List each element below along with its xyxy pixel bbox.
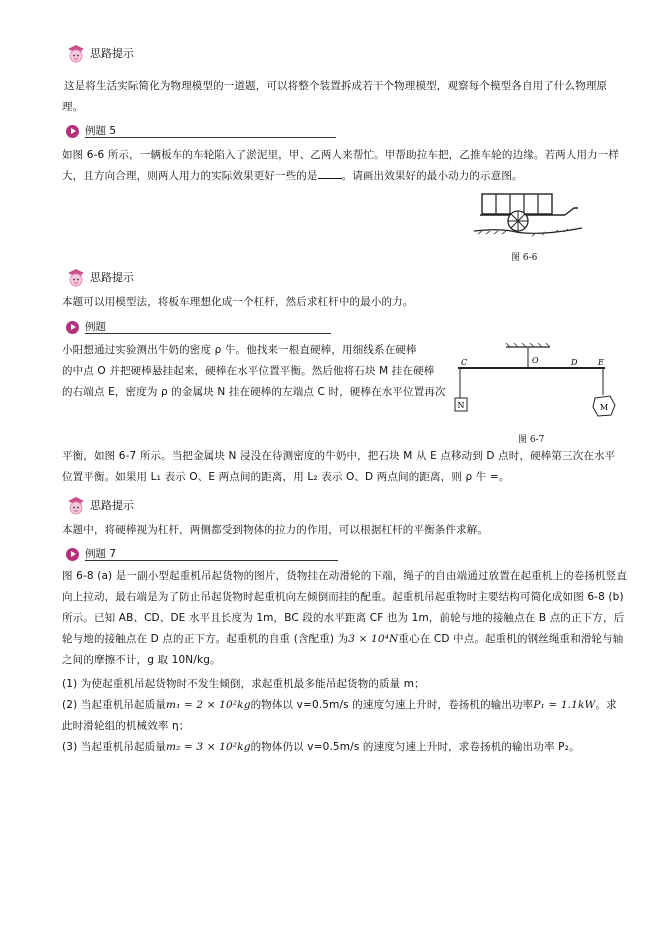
- play-icon: [66, 321, 79, 334]
- figure-6-6-caption: 图 6-6: [511, 253, 538, 263]
- hint-label: 思路提示: [90, 271, 134, 284]
- figure-6-7-lever: [452, 343, 622, 423]
- hint-header-3: [66, 494, 134, 516]
- example-underline: [85, 333, 331, 334]
- answer-blank: [318, 168, 342, 179]
- example-label: 例题 5: [85, 125, 117, 137]
- example-header-5: [66, 122, 336, 138]
- hint-text-3: 本题中，将硬棒视为杠杆，两侧都受到物体的拉力的作用，可以根据杠杆的平衡条件求解。: [62, 524, 488, 536]
- question-1: (1) 为使起重机吊起货物时不发生倾倒，求起重机最多能吊起货物的质量 m；: [62, 678, 425, 690]
- hint-header-2: [66, 266, 134, 288]
- example-7-text: 图 6-8 (a) 是一副小型起重机吊起货物的图片，货物挂在动滑轮的下端，绳子的自由端通过放置在起重机上的卷扬机竖直向上拉动，最右端是为了防止吊起货物时起重机向左倾倒而挂的配重。起重机吊起重物时主要结构可简化成如图 6-8 (b) 所示。已知 AB、CD、DE 水平且长度为 1m，BC 段的水平距离 CF 也为 1m，前轮与地的接触点在 B 点的正下方，后轮与地的接触点在 D 点的正下方。起重机的自重 (含配重) 为3 × 10⁴N重心在 CD 中点。起重机的钢丝绳重和滑轮与轴之间的摩擦不计，g 取 10N/kg。: [62, 570, 627, 666]
- label-E: E: [598, 358, 604, 367]
- hint-label: 思路提示: [90, 499, 134, 512]
- example-label: 例题: [85, 321, 106, 333]
- example-6-text: 小阳想通过实验测出牛奶的密度 ρ 牛。他找来一根直硬棒，用细线系在硬棒 的中点 O 并把硬棒悬挂起来，硬棒在水平位置平衡。然后他将石块 M 挂在硬棒 的右端点 E，密度为 ρ 的金属块 N 挂在硬棒的左端点 C 时，硬棒在水平位置再次: [62, 344, 446, 398]
- example-label: 例题 7: [85, 548, 117, 560]
- label-O: O: [532, 356, 539, 365]
- example-underline: [85, 137, 336, 138]
- figure-6-7-caption: 图 6-7: [518, 435, 545, 445]
- label-M: M: [599, 403, 609, 412]
- example-underline: [85, 560, 338, 561]
- thinking-student-icon: [66, 266, 86, 288]
- thinking-student-icon: [66, 42, 86, 64]
- figure-6-6-cart: [470, 188, 585, 246]
- hint-text-1: 这是将生活实际简化为物理模型的一道题，可以将整个装置拆成若干个物理模型，观察每个模型各自用了什么物理原理。: [62, 80, 608, 113]
- example-6-text-continued: 平衡，如图 6-7 所示。当把金属块 N 浸没在待测密度的牛奶中，把石块 M 从 E 点移动到 D 点时，硬棒第三次在水平位置平衡。如果用 L₁ 表示 O、E 两点间的距离，用 L₂ 表示 O、D 两点间的距离，则 ρ 牛 =。: [62, 450, 616, 483]
- label-C: C: [461, 358, 468, 367]
- hint-label: 思路提示: [90, 47, 134, 60]
- hint-header-1: [66, 42, 134, 64]
- label-D: D: [571, 358, 578, 367]
- hint-text-2: 本题可以用模型法，将板车理想化成一个杠杆，然后求杠杆中的最小的力。: [62, 296, 414, 308]
- example-header-7: [66, 545, 338, 561]
- question-3: (3) 当起重机吊起质量m₂ = 3 × 10²kg的物体仍以 v=0.5m/s 的速度匀速上升时，求卷扬机的输出功率 P₂。: [62, 741, 580, 753]
- label-N: N: [457, 401, 465, 410]
- play-icon: [66, 548, 79, 561]
- thinking-student-icon: [66, 494, 86, 516]
- question-2: (2) 当起重机吊起质量m₁ = 2 × 10²kg的物体以 v=0.5m/s 的速度匀速上升时，卷扬机的输出功率P₁ = 1.1kW。求此时滑轮组的机械效率 η；: [62, 699, 617, 732]
- example-header-6: [66, 318, 336, 334]
- play-icon: [66, 125, 79, 138]
- example-5-text: 如图 6-6 所示，一辆板车的车轮陷入了淤泥里，甲、乙两人来帮忙。甲帮助拉车把，乙推车轮的边缘。若两人用力一样大，且方向合理，则两人用力的实际效果更好一些的是 。请画出效果好的最小动力的示意图。: [62, 149, 620, 182]
